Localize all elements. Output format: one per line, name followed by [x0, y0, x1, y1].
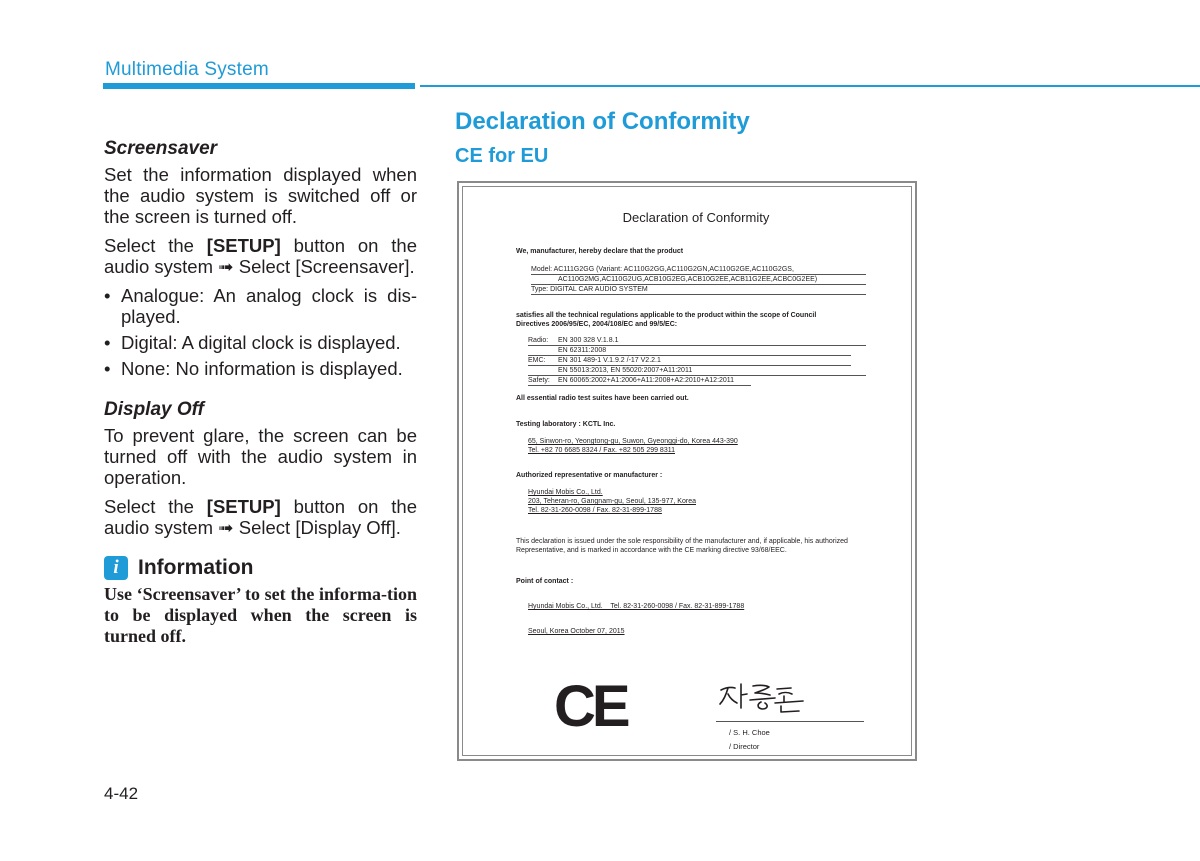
bullet-icon: • — [104, 332, 111, 353]
option-text: Analogue: An analog clock is dis-played. — [121, 285, 417, 327]
list-item — [104, 285, 417, 327]
bullet-icon: • — [104, 285, 111, 306]
header-rule — [420, 85, 1200, 87]
contact-label: Point of contact : — [516, 578, 574, 585]
standard-label — [528, 346, 558, 355]
bullet-icon: • — [104, 358, 111, 379]
document-content — [516, 210, 866, 636]
screensaver-instruction — [104, 235, 417, 277]
screensaver-options — [104, 285, 417, 379]
standard-value: EN 60065:2002+A1:2006+A11:2008+A2:2010+A12:2011 — [558, 377, 735, 384]
satisfies-text: satisfies all the technical regulations applicable to the product within the scope of Council Directives 2006/95/EC, 2004/108/EC and 99/5/EC: — [516, 312, 817, 328]
info-icon: i — [104, 556, 128, 580]
standard-value: EN 62311:2008 — [558, 347, 607, 354]
instruction-pre: Select the — [104, 235, 207, 256]
standard-value: EN 301 489-1 V.1.9.2 /-17 V2.2.1 — [558, 357, 661, 364]
standard-label — [528, 366, 558, 375]
contact-line: Hyundai Mobis Co., Ltd. Tel. 82-31-260-0098 / Fax. 82-31-899-1788 — [528, 603, 745, 610]
display-off-description: To prevent glare, the screen can be turned off with the audio system in operation. — [104, 425, 417, 488]
information-header — [104, 556, 417, 580]
option-text: Digital: A digital clock is displayed. — [121, 332, 401, 353]
radio-tests-text: All essential radio test suites have been carried out. — [516, 395, 689, 402]
testing-lab-label: Testing laboratory : KCTL Inc. — [516, 421, 616, 428]
model-line-1: Model: AC111G2GG (Variant: AC110G2GG,AC110G2GN,AC110G2GE,AC110G2GS, — [531, 265, 866, 275]
information-title: Information — [138, 556, 254, 579]
standard-label: Radio: — [528, 337, 549, 344]
standard-row — [528, 356, 851, 366]
responsibility-statement: This declaration is issued under the sole responsibility of the manufacturer and, if applicable, his authorized Representative, and is marked in accordance with the CE marking directive 93/68/EEC. — [516, 538, 848, 554]
type-line: Type: DIGITAL CAR AUDIO SYSTEM — [531, 285, 866, 295]
model-block — [516, 265, 866, 295]
screensaver-heading: Screensaver — [104, 138, 218, 159]
rep-address: 203, Teheran-ro, Gangnam-gu, Seoul, 135-977, Korea — [528, 498, 696, 505]
setup-button-label: [SETUP] — [206, 235, 281, 256]
standard-row — [528, 336, 866, 346]
standard-label: EMC: — [528, 357, 546, 364]
screensaver-description: Set the information displayed when the audio system is switched off or the screen is turned off. — [104, 164, 417, 227]
lab-phone-line: Tel. +82 70 6685 8324 / Fax. +82 505 299 8311 — [528, 447, 675, 454]
instruction-pre: Select the — [104, 496, 207, 517]
section-title: Declaration of Conformity — [455, 108, 750, 135]
left-column — [104, 138, 417, 647]
standard-value: EN 55013:2013, EN 55020:2007+A11:2011 — [558, 367, 693, 374]
representative-label: Authorized representative or manufacturer : — [516, 472, 663, 479]
ce-mark-logo: CE — [554, 674, 627, 739]
header-bar — [103, 83, 415, 89]
display-off-instruction — [104, 496, 417, 538]
signer-name: / S. H. Choe — [729, 728, 770, 737]
manufacturer-intro: We, manufacturer, hereby declare that the product — [516, 248, 684, 255]
standard-label: Safety: — [528, 377, 550, 384]
list-item — [104, 332, 417, 353]
instruction-post: button on the audio system ➟ Select [Screensaver]. — [104, 235, 417, 277]
lab-address-line: 65, Sinwon-ro, Yeongtong-gu, Suwon, Gyeonggi-do, Korea 443-390 — [528, 438, 738, 445]
instruction-post: button on the audio system ➟ Select [Display Off]. — [104, 496, 417, 538]
signature-image — [717, 678, 807, 721]
declaration-document — [457, 181, 917, 761]
standard-row — [528, 366, 866, 376]
rep-company: Hyundai Mobis Co., Ltd. — [528, 489, 603, 496]
standard-row — [528, 346, 851, 356]
display-off-heading: Display Off — [104, 399, 204, 420]
section-subtitle: CE for EU — [455, 145, 549, 167]
signature-line — [716, 721, 864, 722]
document-title: Declaration of Conformity — [622, 210, 770, 225]
information-body: Use ‘Screensaver’ to set the informa-tion to be displayed when the screen is turned off. — [104, 584, 417, 646]
rep-phone: Tel. 82-31-260-0098 / Fax. 82-31-899-1788 — [528, 507, 662, 514]
standard-row — [528, 376, 751, 386]
option-text: None: No information is displayed. — [121, 358, 403, 379]
signer-title: / Director — [729, 742, 760, 751]
page-number: 4-42 — [104, 784, 139, 803]
place-date-line: Seoul, Korea October 07, 2015 — [528, 628, 625, 635]
setup-button-label: [SETUP] — [206, 496, 281, 517]
header-section-title: Multimedia System — [105, 59, 269, 80]
testing-lab-address — [516, 437, 866, 455]
signature-icon — [717, 678, 807, 716]
standards-list — [516, 336, 866, 386]
list-item — [104, 358, 417, 379]
standard-value: EN 300 328 V.1.8.1 — [558, 337, 619, 344]
model-line-2: AC110G2MG,AC110G2UG,ACB10G2EG,ACB10G2EE,ACB11G2EE,ACBC0G2EE) — [531, 275, 866, 285]
representative-address — [516, 488, 866, 515]
